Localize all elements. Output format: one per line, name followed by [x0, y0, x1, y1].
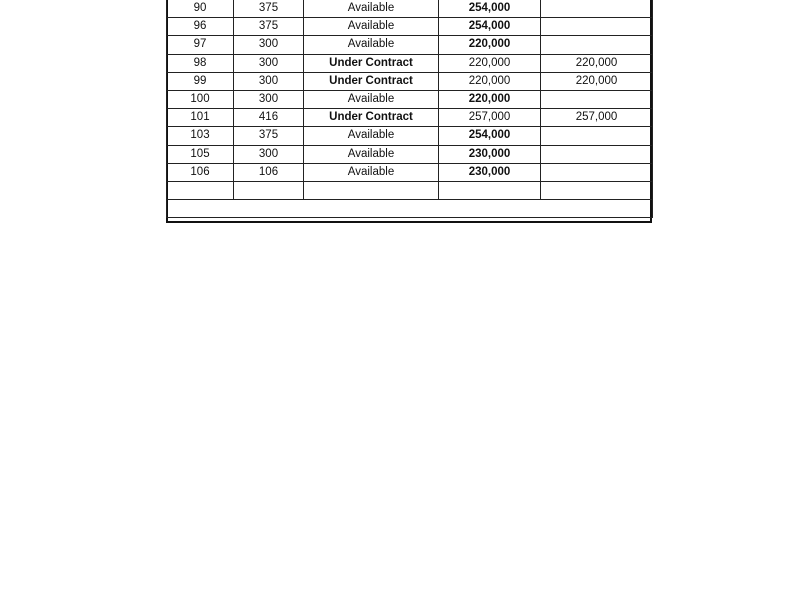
sold-price-cell: 220,000	[541, 72, 653, 90]
price-cell: 230,000	[439, 145, 541, 163]
price-cell: 220,000	[439, 72, 541, 90]
table-row	[167, 36, 653, 54]
size-cell: 300	[234, 54, 304, 72]
table-row-empty	[167, 181, 653, 199]
price-cell: 254,000	[439, 18, 541, 36]
table-row	[167, 0, 653, 18]
lot-table	[166, 0, 653, 218]
price-cell: 254,000	[439, 127, 541, 145]
status-cell: Available	[304, 145, 439, 163]
lot-number-cell: 103	[167, 127, 234, 145]
lot-number-cell: 96	[167, 18, 234, 36]
table-row	[167, 54, 653, 72]
sold-price-cell: 257,000	[541, 109, 653, 127]
sold-price-cell	[541, 36, 653, 54]
table-row-footer	[167, 200, 653, 218]
table-row	[167, 145, 653, 163]
size-cell: 375	[234, 18, 304, 36]
status-cell: Available	[304, 127, 439, 145]
size-cell: 300	[234, 36, 304, 54]
size-cell: 300	[234, 145, 304, 163]
table-row	[167, 90, 653, 108]
status-cell: Available	[304, 18, 439, 36]
sold-price-cell	[541, 145, 653, 163]
lot-table-body	[167, 0, 653, 218]
table-cell-empty	[234, 181, 304, 199]
table-footer-cell	[167, 200, 653, 218]
lot-number-cell: 90	[167, 0, 234, 18]
size-cell: 300	[234, 72, 304, 90]
status-cell: Under Contract	[304, 109, 439, 127]
table-row	[167, 72, 653, 90]
status-cell: Available	[304, 36, 439, 54]
status-cell: Available	[304, 0, 439, 18]
lot-table-frame	[166, 0, 652, 223]
size-cell: 375	[234, 0, 304, 18]
status-cell: Under Contract	[304, 54, 439, 72]
table-cell-empty	[541, 181, 653, 199]
lot-number-cell: 106	[167, 163, 234, 181]
price-cell: 230,000	[439, 163, 541, 181]
sold-price-cell	[541, 90, 653, 108]
table-row	[167, 18, 653, 36]
table-cell-empty	[304, 181, 439, 199]
size-cell: 375	[234, 127, 304, 145]
status-cell: Under Contract	[304, 72, 439, 90]
size-cell: 300	[234, 90, 304, 108]
price-cell: 220,000	[439, 90, 541, 108]
price-cell: 257,000	[439, 109, 541, 127]
sold-price-cell	[541, 127, 653, 145]
size-cell: 106	[234, 163, 304, 181]
status-cell: Available	[304, 163, 439, 181]
lot-number-cell: 101	[167, 109, 234, 127]
sold-price-cell: 220,000	[541, 54, 653, 72]
lot-number-cell: 105	[167, 145, 234, 163]
table-row	[167, 127, 653, 145]
table-row	[167, 109, 653, 127]
sold-price-cell	[541, 18, 653, 36]
table-row	[167, 163, 653, 181]
lot-number-cell: 100	[167, 90, 234, 108]
table-cell-empty	[167, 181, 234, 199]
status-cell: Available	[304, 90, 439, 108]
sold-price-cell	[541, 0, 653, 18]
lot-number-cell: 97	[167, 36, 234, 54]
price-cell: 254,000	[439, 0, 541, 18]
price-cell: 220,000	[439, 54, 541, 72]
size-cell: 416	[234, 109, 304, 127]
lot-number-cell: 98	[167, 54, 234, 72]
sold-price-cell	[541, 163, 653, 181]
price-cell: 220,000	[439, 36, 541, 54]
lot-number-cell: 99	[167, 72, 234, 90]
table-cell-empty	[439, 181, 541, 199]
